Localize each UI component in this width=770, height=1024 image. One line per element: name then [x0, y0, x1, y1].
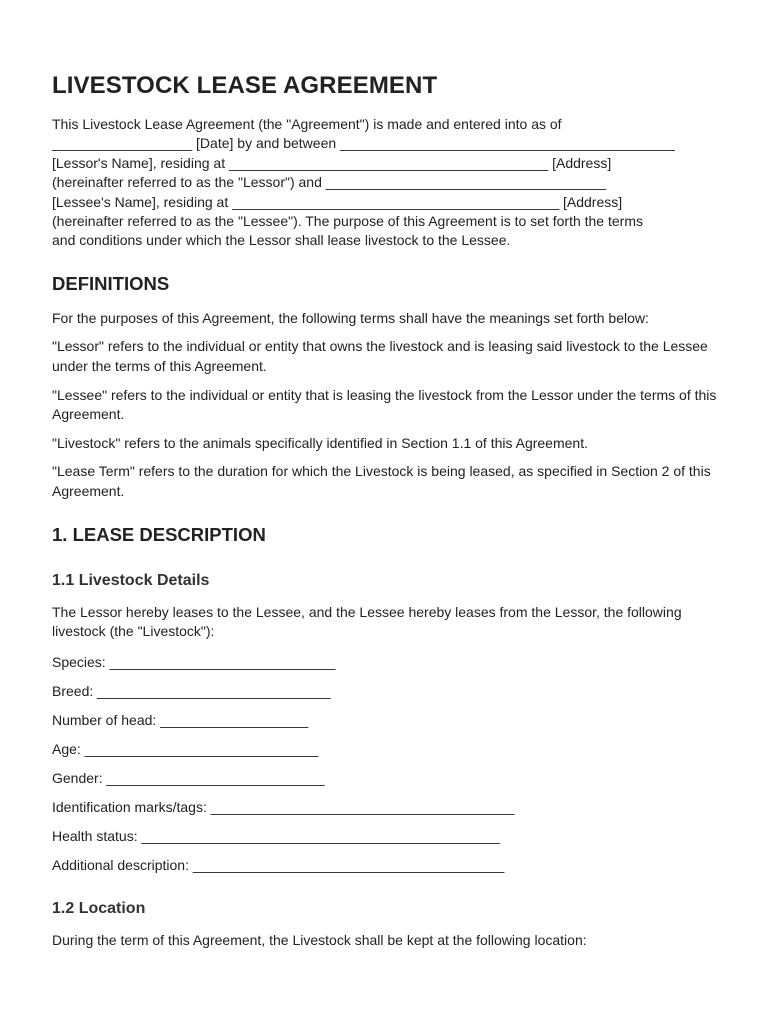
livestock-details-heading: 1.1 Livestock Details	[52, 571, 210, 589]
lease-description-heading: 1. LEASE DESCRIPTION	[52, 523, 266, 545]
field-additional-description: Additional description: ________________________________________	[52, 856, 505, 873]
definitions-heading: DEFINITIONS	[52, 272, 170, 294]
field-identification-marks: Identification marks/tags: _______________________________________	[52, 798, 515, 815]
location-heading: 1.2 Location	[52, 899, 146, 917]
document-title: LIVESTOCK LEASE AGREEMENT	[52, 72, 438, 99]
livestock-details-lead: The Lessor hereby leases to the Lessee, and the Lessee hereby leases from the Lessor, the following livestock (the "Livestock"):	[52, 603, 682, 640]
definition-livestock: "Livestock" refers to the animals specifically identified in Section 1.1 of this Agreement.	[52, 434, 588, 451]
field-health-status: Health status: ______________________________________________	[52, 827, 500, 844]
definition-lessee: "Lessee" refers to the individual or entity that is leasing the livestock from the Lessor under the terms of this Agreement.	[52, 386, 717, 423]
field-breed: Breed: ______________________________	[52, 682, 331, 699]
definition-lessor: "Lessor" refers to the individual or entity that owns the livestock and is leasing said livestock to the Lessee under the terms of this Agreement.	[52, 338, 708, 375]
field-gender: Gender: ____________________________	[52, 769, 325, 786]
definitions-lead: For the purposes of this Agreement, the following terms shall have the meanings set forth below:	[52, 309, 649, 326]
field-age: Age: ______________________________	[52, 740, 319, 757]
field-species: Species: _____________________________	[52, 653, 336, 670]
definition-lease-term: "Lease Term" refers to the duration for which the Livestock is being leased, as specified in Section 2 of this Agreement.	[52, 463, 711, 499]
intro-paragraph: This Livestock Lease Agreement (the "Agreement") is made and entered into as of __________________ [Date] by and between ___________________________________________ [Lessor's Name], residing at _________________________________________ [Address] (hereinafter referred to as the "Lessor") and ____________________________________ [Lessee's Name], residing at __________________________________________ [Address] (hereinafter referred to as the "Lessee"). The purpose of this Agreement is to set forth the terms and conditions under which the Lessor shall lease livestock to the Lessee.	[52, 116, 675, 249]
document-page	[52, 72, 722, 950]
field-number-of-head: Number of head: ___________________	[52, 711, 309, 728]
location-lead: During the term of this Agreement, the Livestock shall be kept at the following location:	[52, 931, 587, 948]
